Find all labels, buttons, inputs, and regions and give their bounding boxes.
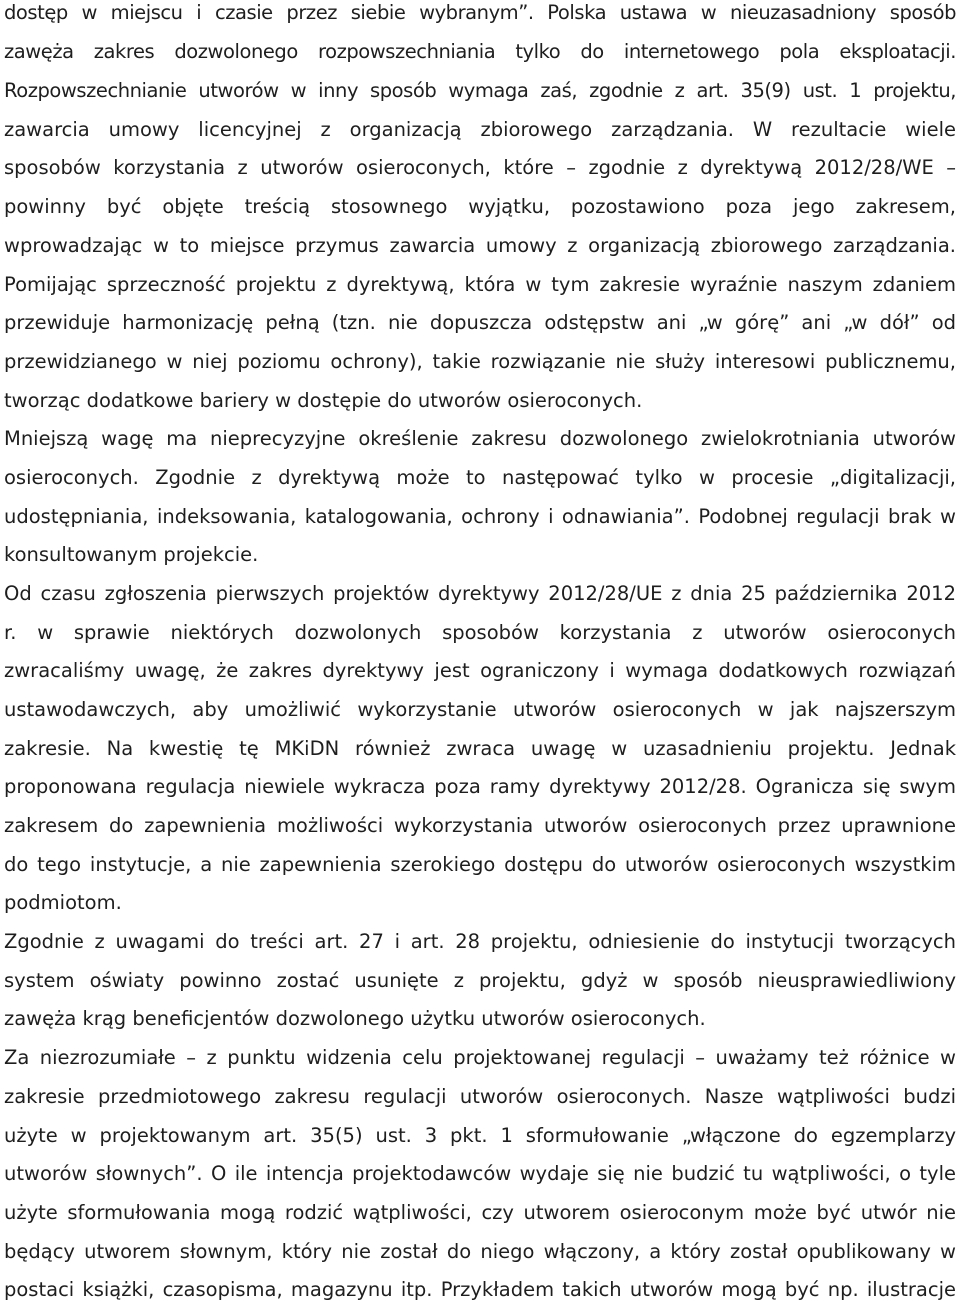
text-line: postaci książki, czasopisma, magazynu itp. Przykładem takich utworów mogą być np. ilustracje <box>4 1278 956 1301</box>
text-line: Rozpowszechnianie utworów w inny sposób wymaga zaś, zgodnie z art. 35(9) ust. 1 projektu, <box>4 79 956 102</box>
text-line: Zgodnie z uwagami do treści art. 27 i art. 28 projektu, odniesienie do instytucji tworzących <box>4 930 956 953</box>
text-line: r. w sprawie niektórych dozwolonych sposobów korzystania z utworów osieroconych <box>4 621 956 644</box>
text-line: zawęża krąg beneficjentów dozwolonego użytku utworów osieroconych. <box>4 1007 706 1030</box>
text-line: tworząc dodatkowe bariery w dostępie do utworów osieroconych. <box>4 389 643 412</box>
text-line: przewiduje harmonizację pełną (tzn. nie dopuszcza odstępstw ani „w górę” ani „w dół” od <box>4 311 956 334</box>
text-line: przewidzianego w niej poziomu ochrony), takie rozwiązanie nie służy interesowi publicznemu, <box>4 350 956 373</box>
text-line: zwracaliśmy uwagę, że zakres dyrektywy jest ograniczony i wymaga dodatkowych rozwiązań <box>4 659 956 682</box>
text-line: zawarcia umowy licencyjnej z organizacją zbiorowego zarządzania. W rezultacie wiele <box>4 118 956 141</box>
text-line: będący utworem słownym, który nie został do niego włączony, a który został opublikowany w <box>4 1240 956 1263</box>
text-line: Od czasu zgłoszenia pierwszych projektów dyrektywy 2012/28/UE z dnia 25 października 2012 <box>4 582 956 605</box>
text-line: utworów słownych”. O ile intencja projektodawców wydaje się nie budzić tu wątpliwości, o tyle <box>4 1162 956 1185</box>
text-line: wprowadzając w to miejsce przymus zawarcia umowy z organizacją zbiorowego zarządzania. <box>4 234 956 257</box>
text-line: zawęża zakres dozwolonego rozpowszechniania tylko do internetowego pola eksploatacji. <box>4 40 956 63</box>
text-line: podmiotom. <box>4 891 122 914</box>
text-line: zakresie. Na kwestię tę MKiDN również zwraca uwagę w uzasadnieniu projektu. Jednak <box>4 737 956 760</box>
text-line: użyte sformułowania mogą rodzić wątpliwości, czy utworem osieroconym może być utwór nie <box>4 1201 956 1224</box>
text-line: proponowana regulacja niewiele wykracza poza ramy dyrektywy 2012/28. Ogranicza się swym <box>4 775 956 798</box>
text-line: Mniejszą wagę ma nieprecyzyjne określenie zakresu dozwolonego zwielokrotniania utworów <box>4 427 956 450</box>
text-line: dostęp w miejscu i czasie przez siebie wybranym”. Polska ustawa w nieuzasadniony sposób <box>4 1 956 24</box>
text-line: ustawodawczych, aby umożliwić wykorzystanie utworów osieroconych w jak najszerszym <box>4 698 956 721</box>
text-line: użyte w projektowanym art. 35(5) ust. 3 pkt. 1 sformułowanie „włączone do egzemplarzy <box>4 1124 956 1147</box>
text-line: Pomijając sprzeczność projektu z dyrektywą, która w tym zakresie wyraźnie naszym zdaniem <box>4 273 956 296</box>
text-line: konsultowanym projekcie. <box>4 543 259 566</box>
text-line: zakresem do zapewnienia możliwości wykorzystania utworów osieroconych przez uprawnione <box>4 814 956 837</box>
text-line: Za niezrozumiałe – z punktu widzenia celu projektowanej regulacji – uważamy też różnice w <box>4 1046 956 1069</box>
text-line: do tego instytucje, a nie zapewnienia szerokiego dostępu do utworów osieroconych wszystkim <box>4 853 956 876</box>
text-line: system oświaty powinno zostać usunięte z projektu, gdyż w sposób nieusprawiedliwiony <box>4 969 956 992</box>
text-line: sposobów korzystania z utworów osieroconych, które – zgodnie z dyrektywą 2012/28/WE – <box>4 156 956 179</box>
text-line: zakresie przedmiotowego zakresu regulacji utworów osieroconych. Nasze wątpliwości budzi <box>4 1085 956 1108</box>
text-line: udostępniania, indeksowania, katalogowania, ochrony i odnawiania”. Podobnej regulacji brak w <box>4 505 956 528</box>
text-line: osieroconych. Zgodnie z dyrektywą może to następować tylko w procesie „digitalizacji, <box>4 466 956 489</box>
text-line: powinny być objęte treścią stosownego wyjątku, pozostawiono poza jego zakresem, <box>4 195 956 218</box>
